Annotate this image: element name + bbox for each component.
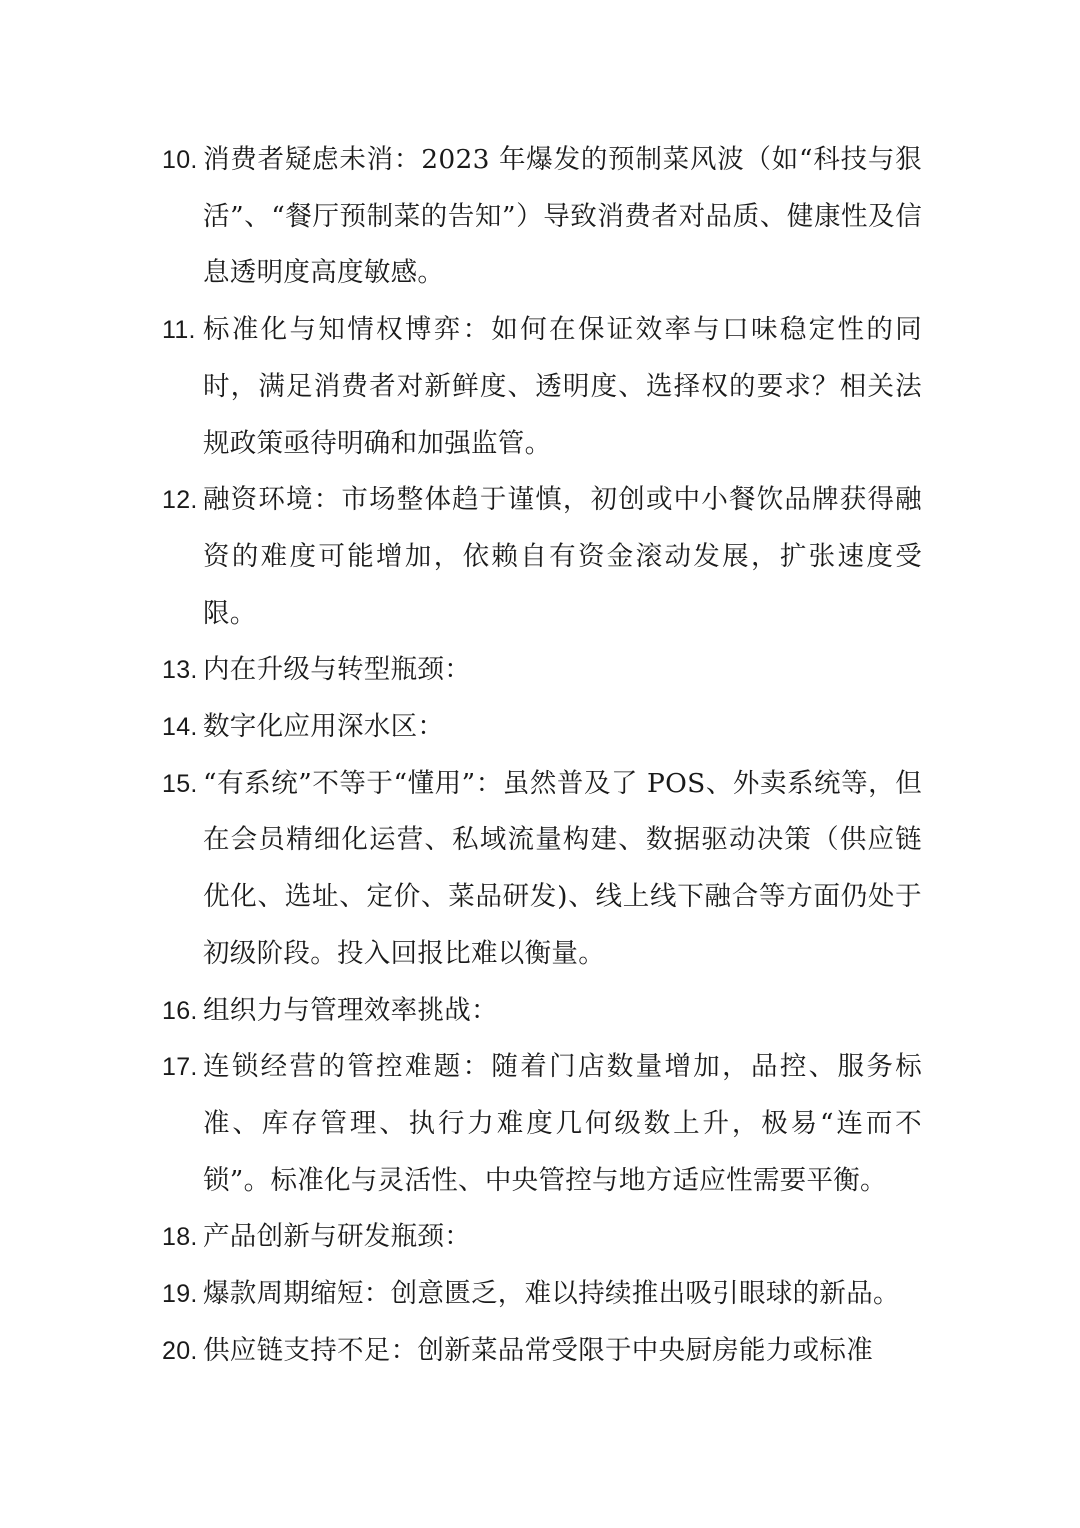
item-number: 17. — [162, 1053, 198, 1082]
item-number: 11. — [162, 316, 196, 345]
list-item — [162, 472, 922, 642]
list-item — [162, 983, 922, 1040]
list-item — [162, 1209, 922, 1266]
item-number: 16. — [162, 996, 198, 1025]
item-text: 内在升级与转型瓶颈： — [203, 654, 471, 686]
item-text: 供应链支持不足：创新菜品常受限于中央厨房能力或标准 — [203, 1334, 873, 1366]
list-item — [162, 132, 922, 302]
item-number: 10. — [162, 146, 198, 174]
item-text: 标准化与知情权博弈：如何在保证效率与口味稳定性的同时，满足消费者对新鲜度、透明度、选择权的要求？相关法规政策亟待明确和加强监管。 — [203, 314, 922, 459]
item-number: 15. — [162, 769, 198, 798]
list-item — [162, 1039, 922, 1209]
item-text: 连锁经营的管控难题：随着门店数量增加，品控、服务标准、库存管理、执行力难度几何级数上升，极易“连而不锁”。标准化与灵活性、中央管控与地方适应性需要平衡。 — [203, 1051, 922, 1196]
item-text: 爆款周期缩短：创意匮乏，难以持续推出吸引眼球的新品。 — [203, 1278, 900, 1310]
item-text: 产品创新与研发瓶颈： — [203, 1221, 471, 1253]
list-item — [162, 642, 922, 699]
item-text: 组织力与管理效率挑战： — [203, 994, 498, 1026]
item-number: 19. — [162, 1280, 198, 1309]
item-text: “有系统”不等于“懂用”：虽然普及了 POS、外卖系统等，但在会员精细化运营、私域流量构建、数据驱动决策（供应链优化、选址、定价、菜品研发)、线上线下融合等方面仍处于初级阶段。投入回报比难以衡量。 — [203, 767, 922, 969]
item-number: 12. — [162, 486, 198, 515]
list-item — [162, 1323, 922, 1380]
numbered-list — [162, 132, 922, 1379]
item-text: 数字化应用深水区： — [203, 711, 445, 743]
item-text: 融资环境：市场整体趋于谨慎，初创或中小餐饮品牌获得融资的难度可能增加，依赖自有资金滚动发展，扩张速度受限。 — [203, 484, 922, 629]
item-number: 18. — [162, 1223, 198, 1252]
list-item — [162, 1266, 922, 1323]
item-number: 13. — [162, 656, 198, 685]
item-number: 14. — [162, 713, 198, 742]
list-item — [162, 302, 922, 472]
list-item — [162, 756, 922, 983]
list-item — [162, 699, 922, 756]
item-text: 消费者疑虑未消：2023 年爆发的预制菜风波（如“科技与狠活”、“餐厅预制菜的告知”）导致消费者对品质、健康性及信息透明度高度敏感。 — [203, 144, 922, 289]
item-number: 20. — [162, 1336, 198, 1365]
